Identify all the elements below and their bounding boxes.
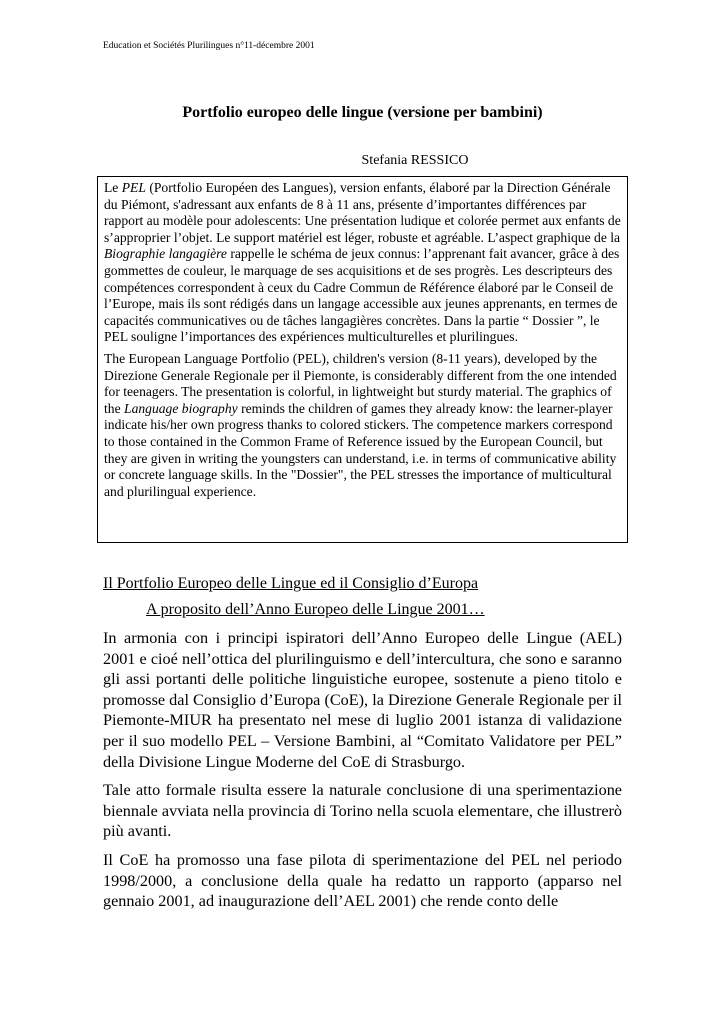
running-head: Education et Sociétés Plurilingues n°11-décembre 2001 bbox=[103, 41, 315, 51]
abstract-fr-italic-2: Biographie langagière bbox=[104, 246, 227, 262]
body-paragraph: In armonia con i principi ispiratori dell’Anno Europeo delle Lingue (AEL) 2001 e cioé nell’ottica del plurilinguismo e dell’intercultura, che sono e saranno gli assi portanti delle politiche linguistiche europee, sostenute a pieno titolo e promosse dal Consiglio d’Europa (CoE), la Direzione Generale Regionale per il Piemonte-MIUR ha presentato nel mese di luglio 2001 istanza di validazione per il suo modello PEL – Versione Bambini, al “Comitato Validatore per PEL” della Divisione Lingue Moderne del CoE di Strasburgo. bbox=[103, 629, 622, 771]
abstract-fr-italic-1: PEL bbox=[121, 180, 146, 195]
abstract-en-italic-1: Language biography bbox=[124, 400, 238, 416]
abstract-french bbox=[104, 180, 621, 346]
abstract-en-text-2: reminds the children of games they already know: the learner-player indicate his/her own progress thanks to colored stickers. The competence markers correspond to those contained in the Common Frame of Reference issued by the European Council, but they are given in writing the youngsters can understand, i.e. in terms of communicative ability or concrete language skills. In the "Dossier", the PEL stresses the importance of multicultural and plurilingual experience. bbox=[104, 400, 617, 499]
abstract-fr-text-1: Le bbox=[104, 180, 122, 195]
article-title: Portfolio europeo delle lingue (versione per bambini) bbox=[182, 104, 543, 121]
abstract-box bbox=[97, 176, 628, 543]
abstract-fr-text-3: rappelle le schéma de jeux connus: l’apprenant fait avancer, grâce à des gommettes de couleur, le marquage de ses acquisitions et de ses progrès. Les descripteurs des compétences correspondent à ceux du Cadre Commun de Référence élaboré par le Conseil de l’Europe, mais ils sont rédigés dans un langage accessible aux jeunes apprenants, en termes de capacités communicatives ou de tâches langagières concrètes. Dans la partie “ Dossier ”, le PEL souligne l’importances des expériences multiculturelles et plurilingues. bbox=[104, 246, 620, 345]
subsection-heading: A proposito dell’Anno Europeo delle Lingue 2001… bbox=[146, 601, 485, 618]
body-paragraph: Il CoE ha promosso una fase pilota di sperimentazione del PEL nel periodo 1998/2000, a conclusione della quale ha redatto un rapporto (apparso nel gennaio 2001, ad inaugurazione dell’AEL 2001) che rende conto delle bbox=[103, 850, 622, 911]
abstract-en-text-1: The European Language Portfolio (PEL), children's version (8-11 years), developed by the Direzione Generale Regionale per il Piemonte, is considerably different from the one intended for teenagers. The presentation is colorful, in lightweight but sturdy material. The graphics of the bbox=[104, 350, 617, 416]
body-paragraph: Tale atto formale risulta essere la naturale conclusione di una sperimentazione biennale avviata nella provincia di Torino nella scuola elementare, che illustrerò più avanti. bbox=[103, 781, 622, 841]
abstract-fr-text-2: (Portfolio Européen des Langues), version enfants, élaboré par la Direction Générale du Piémont, s'adressant aux enfants de 8 à 11 ans, présente d’importantes différences par rapport au modèle pour adolescents: Une présentation ludique et colorée permet aux enfants de s’approprier l’objet. Le support matériel est léger, robuste et agréable. L’aspect graphique de la bbox=[104, 180, 621, 245]
body-text bbox=[103, 628, 622, 920]
abstract-english bbox=[104, 351, 621, 500]
section-heading: Il Portfolio Europeo delle Lingue ed il Consiglio d’Europa bbox=[103, 575, 479, 592]
author-name: Stefania RESSICO bbox=[361, 153, 469, 168]
